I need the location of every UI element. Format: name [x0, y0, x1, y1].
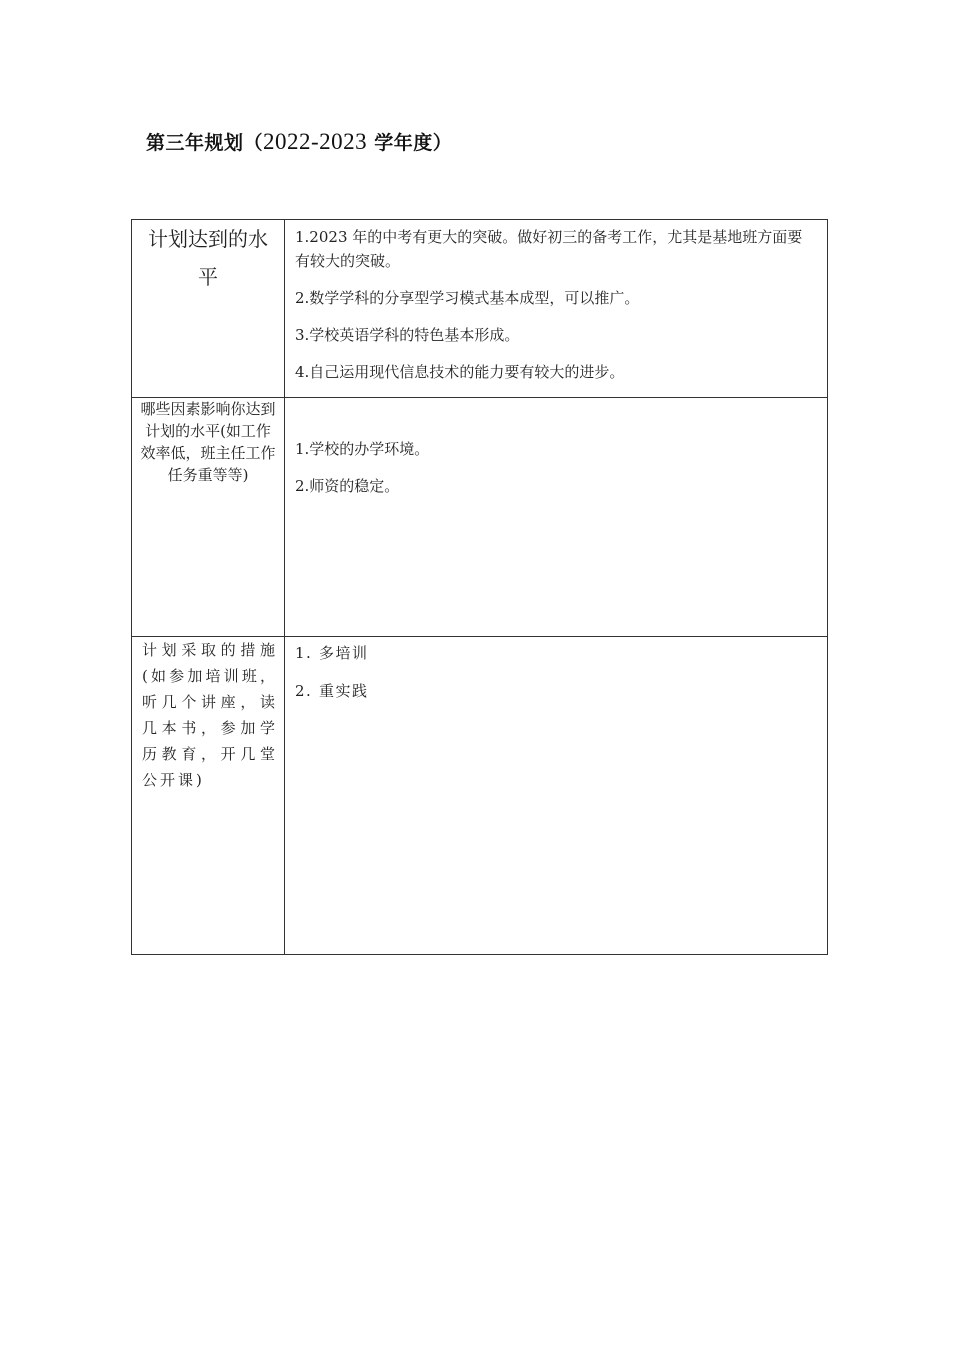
list-item: 2.数学学科的分享型学习模式基本成型，可以推广。 [295, 289, 640, 307]
row-label: 哪些因素影响你达到计划的水平(如工作效率低，班主任工作任务重等等) [140, 400, 276, 484]
row-label: 计划采取的措施(如参加培训班，听几个讲座，读几本书，参加学历教育，开几堂公开课) [142, 641, 278, 789]
table-row [132, 637, 828, 955]
list-item: 3.学校英语学科的特色基本形成。 [295, 326, 520, 344]
table-row [132, 220, 828, 398]
list-item: 1.2023 年的中考有更大的突破。做好初三的备考工作，尤其是基地班方面要有较大的突破。 [295, 228, 803, 270]
title-prefix: 第三年规划（ [146, 132, 264, 154]
list-item [295, 641, 817, 665]
title-suffix: 学年度） [367, 132, 453, 154]
row-content-cell [285, 637, 828, 955]
row-label-cell [132, 637, 285, 955]
table-row [132, 398, 828, 637]
title-year: 2022-2023 [263, 129, 368, 154]
row-content-cell [285, 220, 828, 398]
list-item: 4.自己运用现代信息技术的能力要有较大的进步。 [295, 363, 625, 381]
row-label-cell [132, 220, 285, 398]
row-content-cell [285, 398, 828, 637]
list-item [295, 679, 817, 703]
list-item-number: 2. [295, 682, 313, 700]
list-item-number: 1. [295, 644, 313, 662]
plan-table [131, 219, 828, 955]
list-item-text: 多培训 [319, 644, 369, 662]
list-item-text: 重实践 [319, 682, 369, 700]
list-item: 2.师资的稳定。 [295, 477, 400, 495]
row-label-cell [132, 398, 285, 637]
document-title [146, 128, 452, 155]
row-label: 计划达到的水平 [148, 227, 268, 289]
list-item: 1.学校的办学环境。 [295, 440, 430, 458]
